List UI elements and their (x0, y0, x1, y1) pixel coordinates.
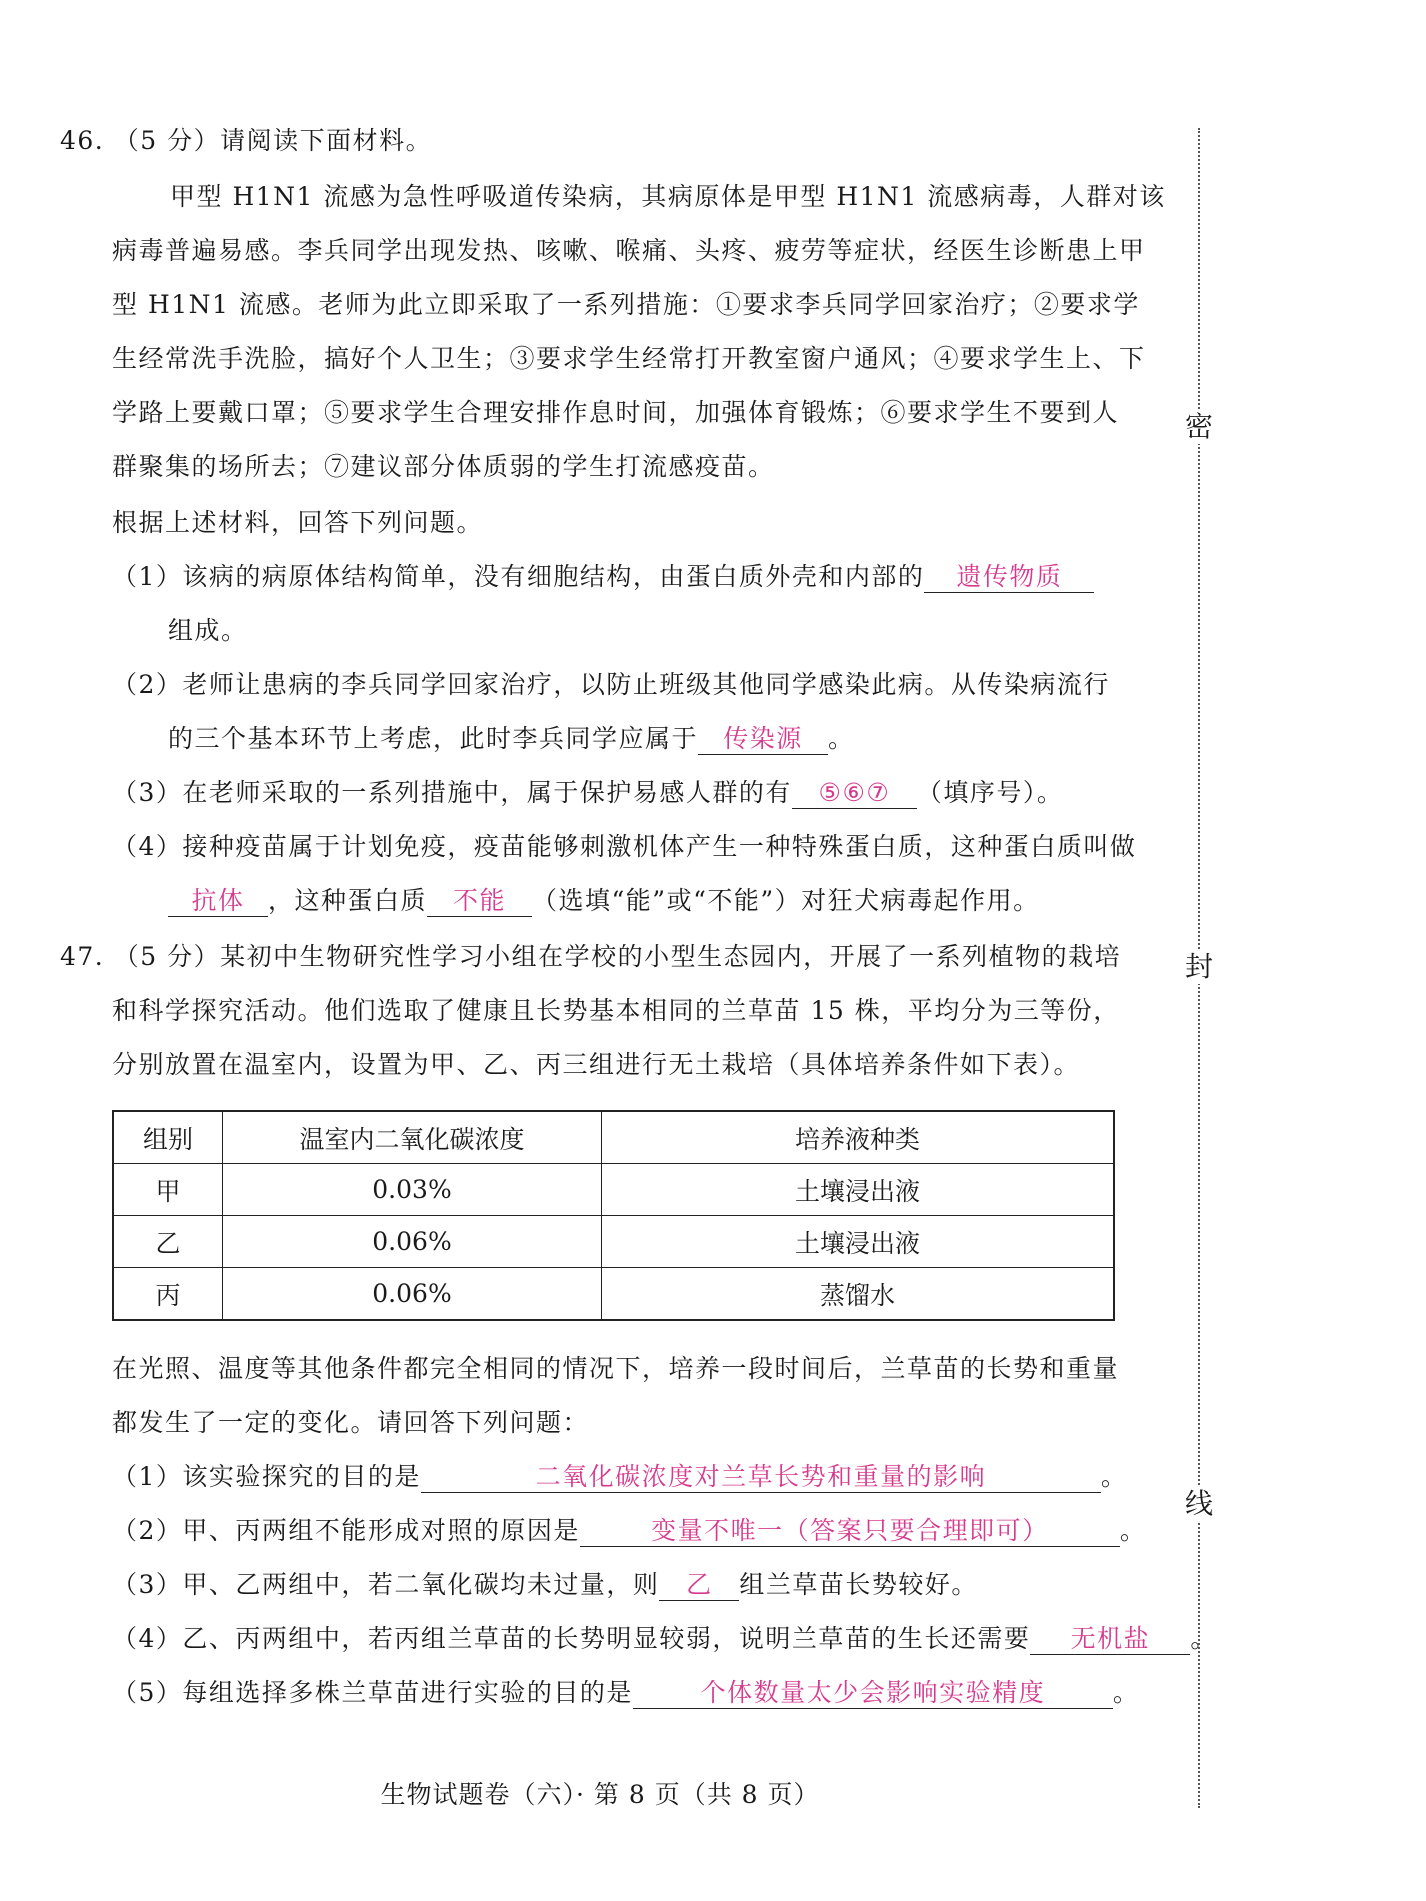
q47-part-2-text: 甲、丙两组不能形成对照的原因是 (182, 1516, 580, 1545)
q46-part-4-end: （选填“能”或“不能”）对狂犬病毒起作用。 (532, 886, 1040, 915)
table-header-group: 组别 (113, 1111, 223, 1164)
q46-part-4-text: 接种疫苗属于计划免疫，疫苗能够刺激机体产生一种特殊蛋白质，这种蛋白质叫做 (182, 832, 1137, 861)
q46-part-3-text: 在老师采取的一系列措施中，属于保护易感人群的有 (182, 778, 792, 807)
table-cell: 0.03% (223, 1164, 602, 1216)
q47-line-2: 和科学探究活动。他们选取了健康且长势基本相同的兰草苗 15 株，平均分为三等份， (112, 996, 1120, 1025)
q46-part-3 (112, 776, 1063, 810)
q47-part-3-end: 组兰草苗长势较好。 (739, 1570, 978, 1599)
q46-part-2 (112, 668, 1110, 702)
q46-part-4-label: （4） (112, 832, 183, 861)
q46-part-1-text: 该病的病原体结构简单，没有细胞结构，由蛋白质外壳和内部的 (182, 562, 925, 591)
q47-part-3 (112, 1568, 978, 1602)
q47-part-3-text: 甲、乙两组中，若二氧化碳均未过量，则 (182, 1570, 660, 1599)
q47-part-4-end: 。 (1190, 1624, 1217, 1653)
q47-part-5-text: 每组选择多株兰草苗进行实验的目的是 (182, 1678, 633, 1707)
table-header-row (113, 1111, 1114, 1164)
q46-part-2-answer: 传染源 (698, 724, 828, 755)
q46-intro: （5 分）请阅读下面材料。 (113, 126, 433, 155)
q47-part-5 (112, 1676, 1139, 1710)
binding-char-feng: 封 (1184, 950, 1213, 983)
q47-part-1 (112, 1460, 1127, 1494)
q47-number: 47. (60, 942, 105, 971)
q46-material-line-4: 生经常洗手洗脸，搞好个人卫生；③要求学生经常打开教室窗户通风；④要求学生上、下 (112, 344, 1146, 373)
q46-part-4-mid: ，这种蛋白质 (268, 886, 428, 915)
q46-material-line-3: 型 H1N1 流感。老师为此立即采取了一系列措施：①要求李兵同学回家治疗；②要求学 (112, 290, 1140, 319)
q47-part-4 (112, 1622, 1217, 1656)
q46-part-4-answer-2: 不能 (427, 886, 532, 917)
q46-material-line-1: 甲型 H1N1 流感为急性呼吸道传染病，其病原体是甲型 H1N1 流感病毒，人群对该 (170, 182, 1166, 211)
q47-part-1-answer: 二氧化碳浓度对兰草长势和重量的影响 (421, 1462, 1101, 1493)
q47-part-2-answer: 变量不唯一（答案只要合理即可） (580, 1516, 1120, 1547)
q47-part-3-answer: 乙 (659, 1570, 739, 1601)
q47-part-4-text: 乙、丙两组中，若丙组兰草苗的长势明显较弱，说明兰草苗的生长还需要 (182, 1624, 1031, 1653)
page-footer: 生物试题卷（六）· 第 8 页（共 8 页） (380, 1780, 820, 1809)
q46-part-1-label: （1） (112, 562, 183, 591)
q46-part-2-label: （2） (112, 670, 183, 699)
q47-heading (60, 940, 1121, 974)
table-row (113, 1216, 1114, 1268)
table-cell: 甲 (113, 1164, 223, 1216)
q47-part-1-text: 该实验探究的目的是 (182, 1462, 421, 1491)
q46-part-2-end: 。 (828, 724, 855, 753)
q47-after-1: 在光照、温度等其他条件都完全相同的情况下，培养一段时间后，兰草苗的长势和重量 (112, 1354, 1120, 1383)
q46-prompt: 根据上述材料，回答下列问题。 (112, 508, 484, 537)
q47-line-3: 分别放置在温室内，设置为甲、乙、丙三组进行无土栽培（具体培养条件如下表）。 (112, 1050, 1081, 1079)
q47-part-2-end: 。 (1119, 1516, 1147, 1545)
q47-part-2-label: （2） (112, 1516, 183, 1545)
table-cell: 土壤浸出液 (602, 1164, 1115, 1216)
table-header-co2: 温室内二氧化碳浓度 (223, 1111, 602, 1164)
q46-part-3-end: （填序号）。 (916, 778, 1064, 807)
q46-part-2-text: 老师让患病的李兵同学回家治疗，以防止班级其他同学感染此病。从传染病流行 (182, 670, 1110, 699)
q46-part-4 (112, 830, 1136, 864)
q46-material-line-6: 群聚集的场所去；⑦建议部分体质弱的学生打流感疫苗。 (112, 452, 775, 481)
q46-part-3-label: （3） (112, 778, 183, 807)
q47-part-5-end: 。 (1112, 1678, 1140, 1707)
q46-number: 46. (60, 126, 105, 155)
q47-after-2: 都发生了一定的变化。请回答下列问题： (112, 1408, 590, 1437)
table-cell: 丙 (113, 1268, 223, 1321)
q47-part-5-label: （5） (112, 1678, 183, 1707)
q46-part-2-cont-text: 的三个基本环节上考虑，此时李兵同学应属于 (168, 724, 699, 753)
table-cell: 土壤浸出液 (602, 1216, 1115, 1268)
table-cell: 0.06% (223, 1216, 602, 1268)
q46-heading (60, 124, 432, 158)
q46-part-1-answer: 遗传物质 (924, 562, 1094, 593)
q47-part-2 (112, 1514, 1146, 1548)
q46-part-1 (112, 560, 1094, 594)
q47-part-1-end: 。 (1100, 1462, 1128, 1491)
q46-material-line-5: 学路上要戴口罩；⑤要求学生合理安排作息时间，加强体育锻炼；⑥要求学生不要到人 (112, 398, 1120, 427)
q46-material-line-2: 病毒普遍易感。李兵同学出现发热、咳嗽、喉痛、头疼、疲劳等症状，经医生诊断患上甲 (112, 236, 1146, 265)
q46-part-4-answer-1: 抗体 (168, 886, 268, 917)
q46-part-2-cont (168, 722, 855, 756)
table-header-solution: 培养液种类 (602, 1111, 1115, 1164)
binding-char-xian: 线 (1184, 1487, 1213, 1520)
q46-part-1-cont: 组成。 (168, 616, 248, 645)
q47-part-4-label: （4） (112, 1624, 183, 1653)
table-cell: 蒸馏水 (602, 1268, 1115, 1321)
table-row (113, 1164, 1114, 1216)
binding-char-mi: 密 (1184, 410, 1213, 443)
q47-part-1-label: （1） (112, 1462, 183, 1491)
table-cell: 乙 (113, 1216, 223, 1268)
table-row (113, 1268, 1114, 1321)
q46-part-3-answer: ⑤⑥⑦ (792, 778, 917, 809)
q47-part-5-answer: 个体数量太少会影响实验精度 (633, 1678, 1113, 1709)
table-cell: 0.06% (223, 1268, 602, 1321)
q46-part-4-cont (168, 884, 1040, 918)
q47-line-1: （5 分）某初中生物研究性学习小组在学校的小型生态园内，开展了一系列植物的栽培 (113, 942, 1122, 971)
q47-part-4-answer: 无机盐 (1030, 1624, 1190, 1655)
culture-conditions-table (112, 1110, 1115, 1321)
q47-part-3-label: （3） (112, 1570, 183, 1599)
